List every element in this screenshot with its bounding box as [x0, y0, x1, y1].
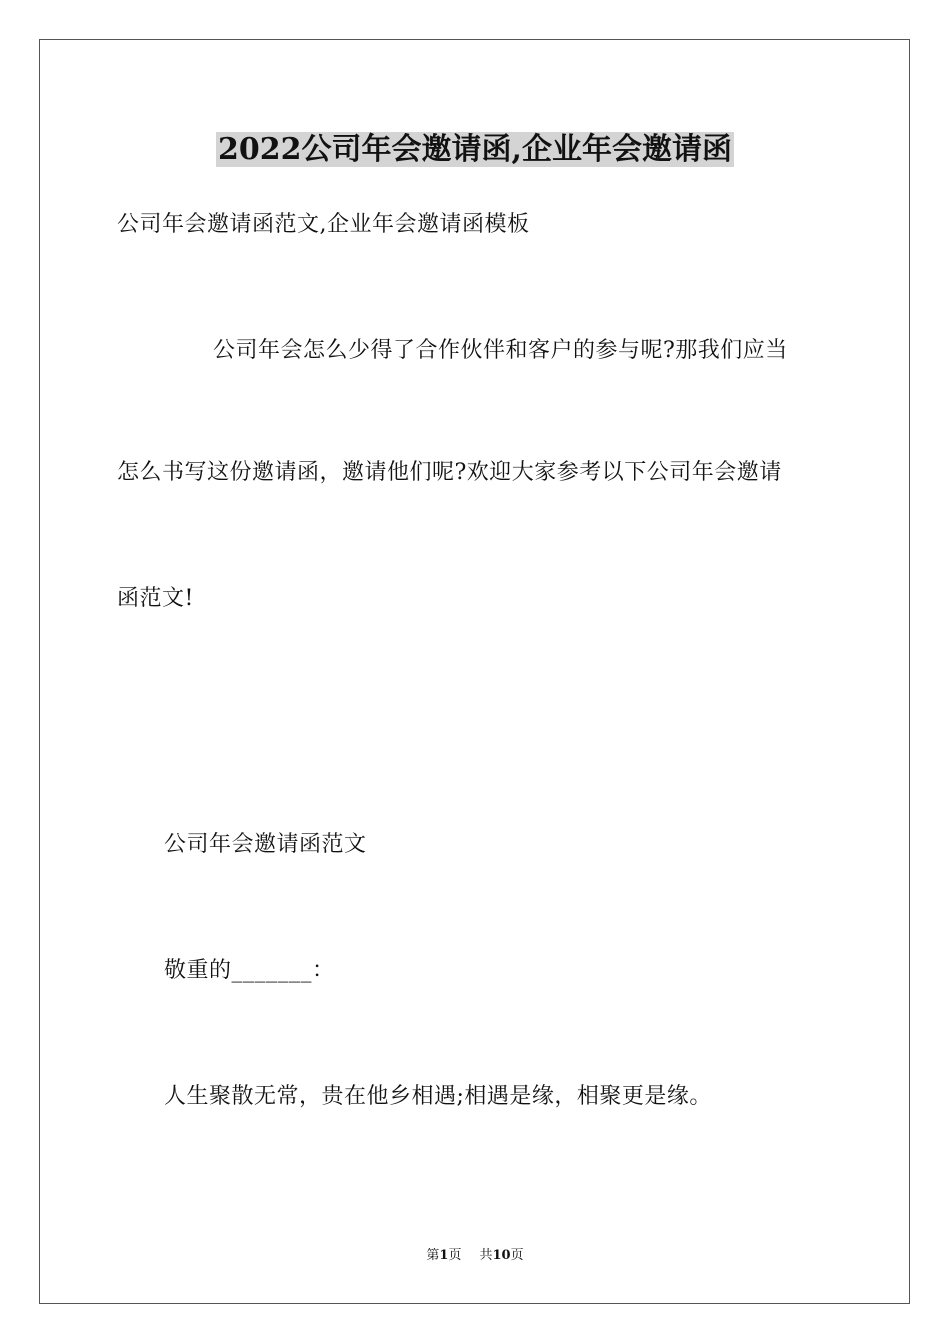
intro-paragraph-line-1: 公司年会怎么少得了合作伙伴和客户的参与呢?那我们应当: [213, 338, 788, 363]
body-paragraph-line-1: 人生聚散无常，贵在他乡相遇;相遇是缘，相聚更是缘。: [164, 1084, 712, 1109]
page-suffix: 页: [448, 1248, 462, 1263]
page-footer: [0, 1246, 950, 1266]
document-title-text: 2022公司年会邀请函,企业年会邀请函: [218, 132, 732, 167]
document-subtitle: 公司年会邀请函范文,企业年会邀请函模板: [117, 212, 530, 237]
section-heading: 公司年会邀请函范文: [164, 832, 367, 857]
page-prefix: 第: [426, 1248, 440, 1263]
intro-paragraph-line-2: 怎么书写这份邀请函，邀请他们呢?欢迎大家参考以下公司年会邀请: [117, 460, 782, 485]
salutation-line: 敬重的_______：: [164, 958, 335, 983]
intro-paragraph-line-3: 函范文!: [117, 586, 194, 611]
total-suffix: 页: [510, 1248, 524, 1263]
total-prefix: 共: [479, 1248, 493, 1263]
current-page-number: 1: [439, 1248, 449, 1263]
total-page-count: 10: [492, 1248, 511, 1263]
document-title: [0, 128, 950, 172]
